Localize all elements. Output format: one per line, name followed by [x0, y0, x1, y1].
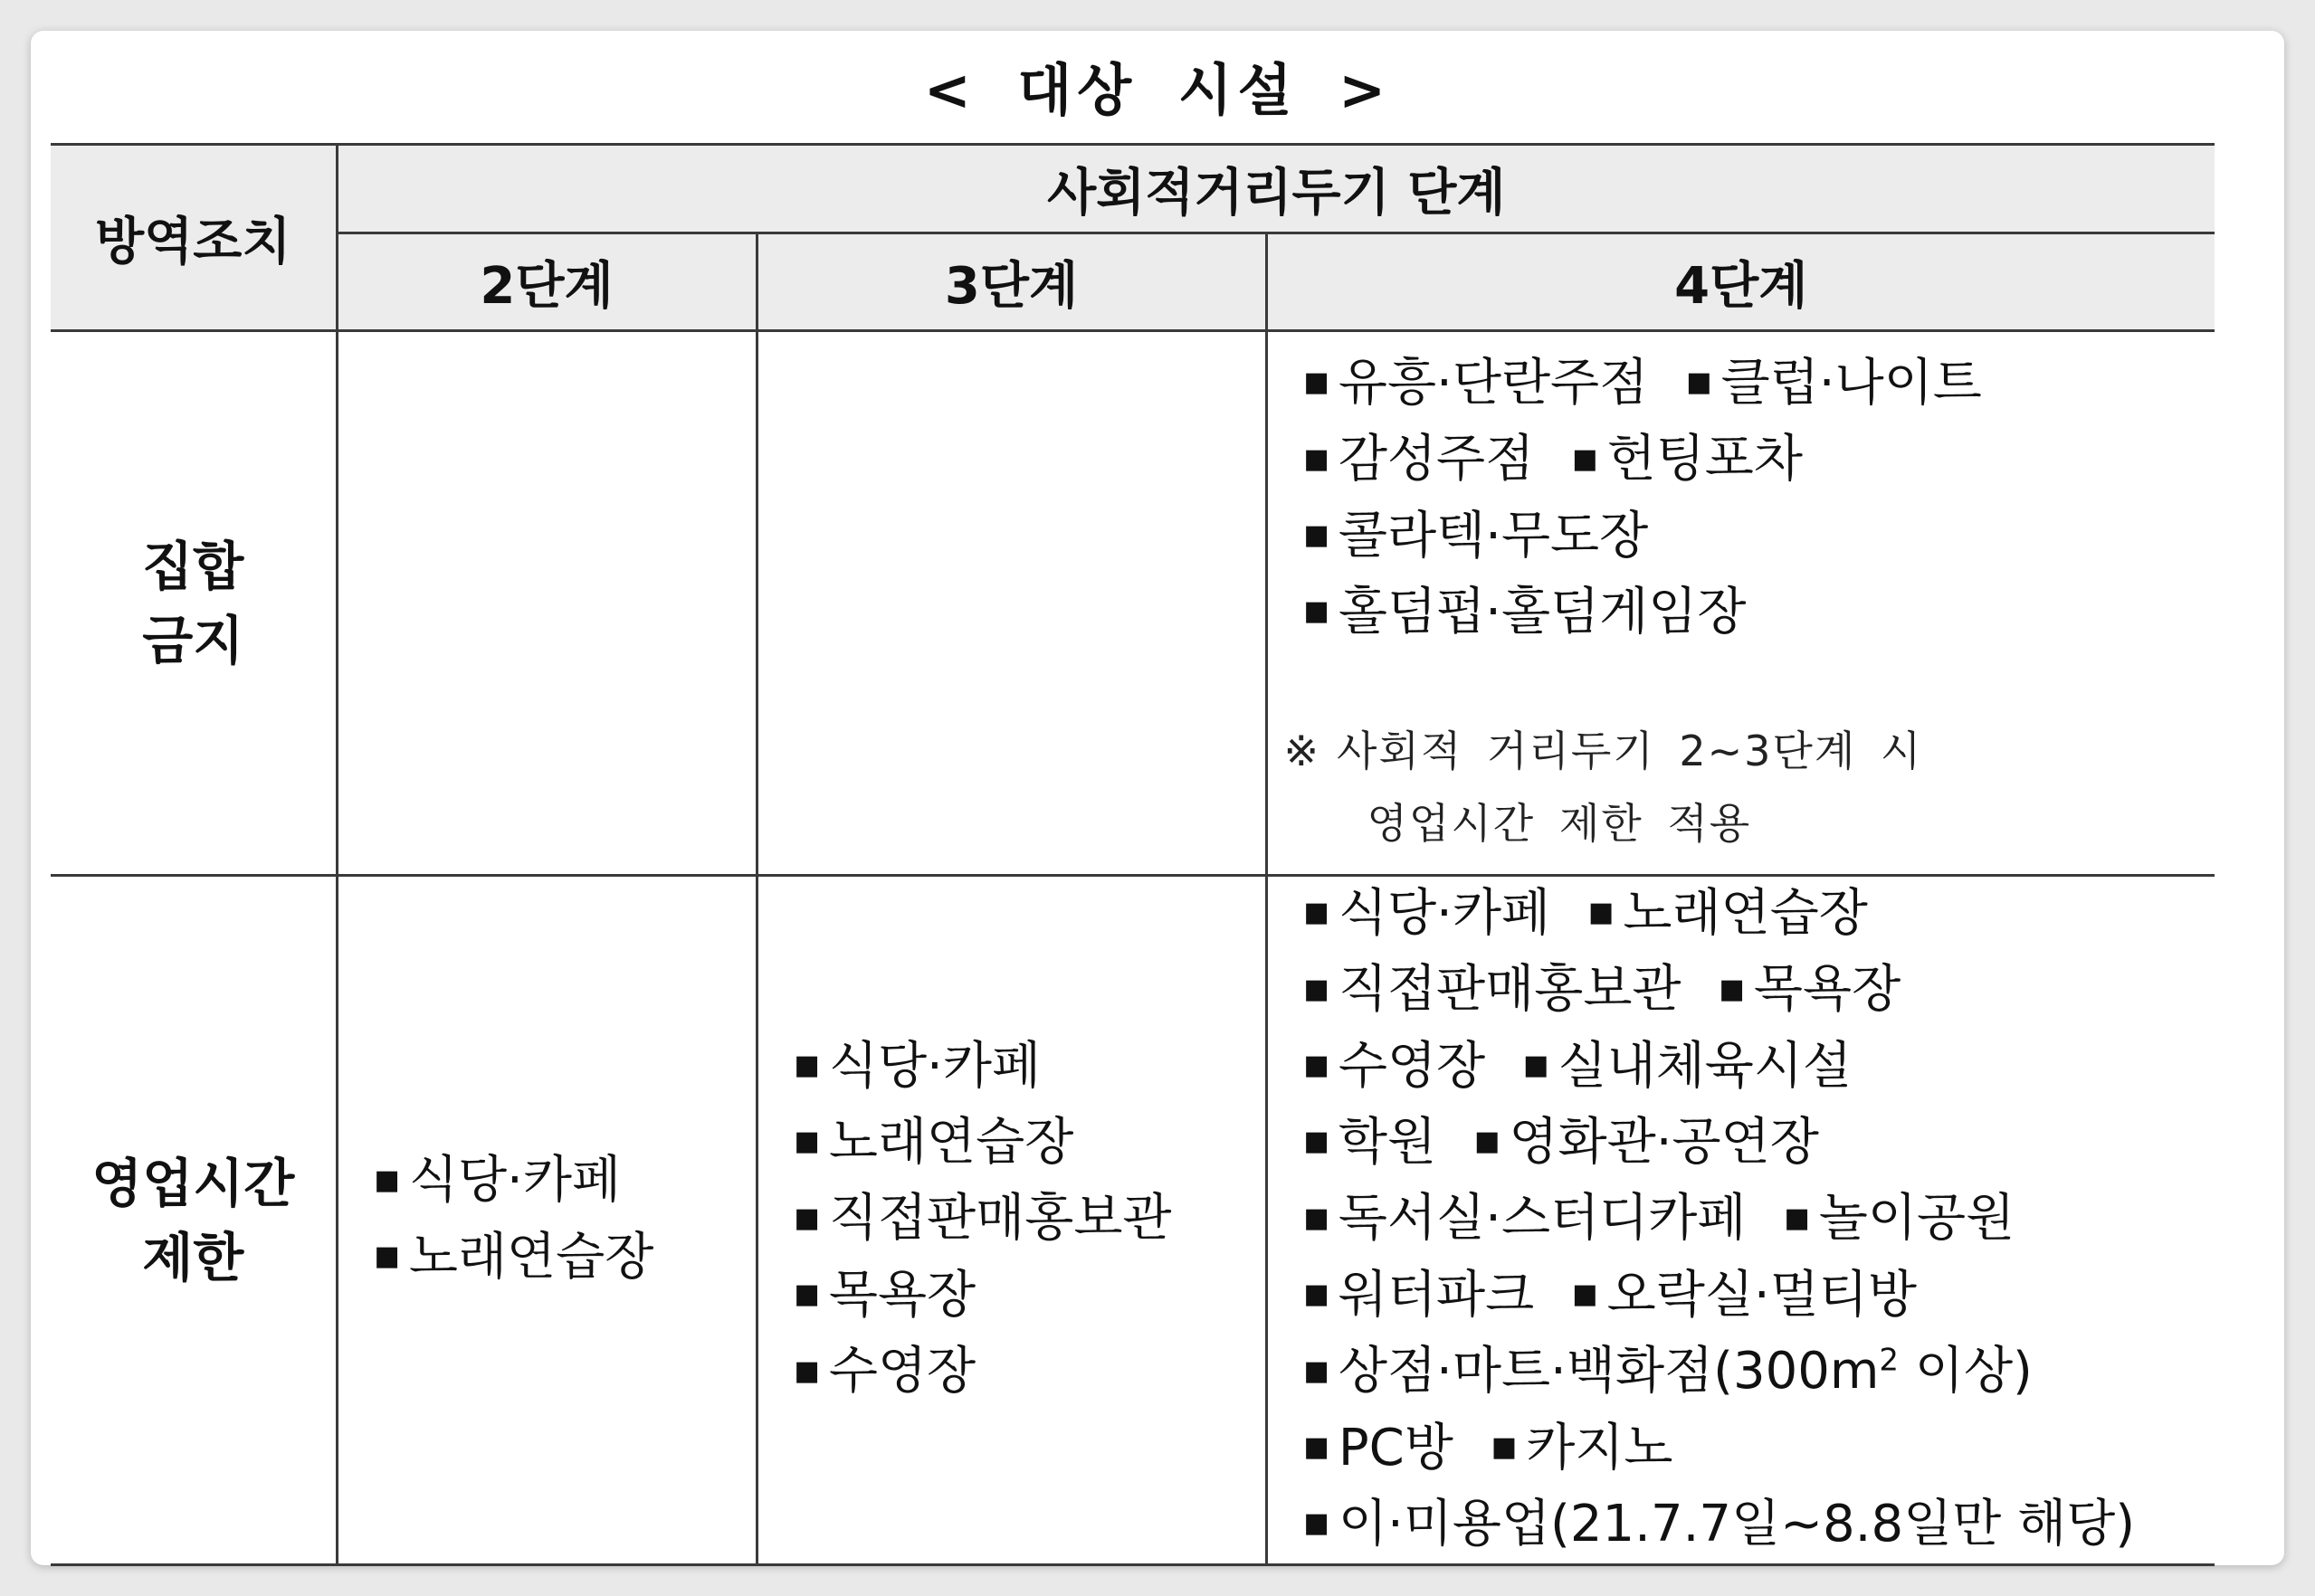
bullet-square-icon: ■	[1303, 973, 1329, 1005]
list-line	[1304, 1182, 2215, 1258]
list-item: ■ 노래연습장	[1588, 884, 1868, 943]
bullet-square-icon: ■	[1303, 1430, 1329, 1463]
list-line	[1304, 575, 2215, 651]
bullet-square-icon: ■	[794, 1050, 820, 1082]
bullet-square-icon: ■	[1474, 1126, 1500, 1158]
bullet-square-icon: ■	[794, 1354, 820, 1387]
list-line	[1304, 499, 2215, 575]
facilities-table	[51, 143, 2215, 1566]
note-line: 영업시간 제한 적용	[1367, 799, 1752, 849]
bullet-square-icon: ■	[1784, 1202, 1810, 1234]
list-item: ■ 직접판매홍보관	[1304, 960, 1681, 1019]
hours-stage-4-cell	[1266, 876, 2215, 1565]
row-label-line: 제한	[142, 1226, 244, 1288]
list-item: ■ 콜라텍·무도장	[1304, 507, 1649, 565]
bullet-square-icon: ■	[1572, 1278, 1598, 1311]
list-item: ■ 수영장	[795, 1335, 1265, 1411]
bullet-square-icon: ■	[1303, 1507, 1329, 1540]
list-item: ■ 목욕장	[795, 1259, 1265, 1335]
header-stage-3: 3단계	[757, 233, 1266, 331]
list-line	[1304, 423, 2215, 499]
hours-stage-3-cell	[757, 876, 1266, 1565]
header-measure: 방역조치	[51, 145, 337, 331]
list-line	[1304, 1335, 2215, 1411]
ban-note	[1283, 715, 2215, 860]
bullet-square-icon: ■	[1303, 1354, 1329, 1387]
list-item: ■ 놀이공원	[1784, 1189, 2015, 1248]
list-item: ■ 감성주점	[1304, 430, 1535, 489]
list-item: ■ 식당·카페	[375, 1144, 756, 1220]
header-stage-2: 2단계	[337, 233, 757, 331]
list-item: ■ 워터파크	[1304, 1266, 1535, 1325]
bullet-square-icon: ■	[794, 1278, 820, 1311]
ban-stage-2-cell	[337, 331, 757, 876]
list-item: ■ 노래연습장	[375, 1221, 756, 1297]
header-stage-group: 사회적거리두기 단계	[337, 145, 2215, 233]
bullet-square-icon: ■	[1303, 595, 1329, 628]
document-title: < 대상 시설 >	[923, 56, 1392, 123]
row-label-line: 집합	[142, 535, 244, 597]
bullet-square-icon: ■	[1303, 1050, 1329, 1082]
bullet-square-icon: ■	[1572, 442, 1598, 475]
list-item: ■ 카지노	[1491, 1419, 1673, 1477]
list-item: ■ 독서실·스터디카페	[1304, 1189, 1747, 1248]
list-item: ■ 식당·카페	[795, 1030, 1265, 1106]
list-line	[1304, 1259, 2215, 1335]
bullet-square-icon: ■	[1303, 442, 1329, 475]
list-item: ■ 목욕장	[1720, 960, 1901, 1019]
bullet-square-icon: ■	[1303, 1202, 1329, 1234]
list-line	[1304, 1106, 2215, 1182]
bullet-square-icon: ■	[1303, 1278, 1329, 1311]
bullet-square-icon: ■	[1303, 366, 1329, 399]
header-stage-4: 4단계	[1266, 233, 2215, 331]
list-item: ■ PC방	[1304, 1419, 1453, 1477]
bullet-square-icon: ■	[794, 1202, 820, 1234]
list-item: ■ 노래연습장	[795, 1106, 1265, 1182]
note-line: 사회적 거리두기 2~3단계 시	[1337, 727, 1923, 776]
bullet-square-icon: ■	[1303, 897, 1329, 929]
list-item: ■ 오락실·멀티방	[1572, 1266, 1917, 1325]
list-item: ■ 상점·마트·백화점($300m^2$ 이상)	[1304, 1342, 2033, 1401]
row-label-hours-restriction	[51, 876, 337, 1565]
list-line	[1304, 953, 2215, 1029]
hours-stage-2-cell	[337, 876, 757, 1565]
row-label-gathering-ban	[51, 331, 337, 876]
list-line	[1304, 1487, 2215, 1563]
bullet-square-icon: ■	[1303, 1126, 1329, 1158]
list-item: ■ 홀덤펍·홀덤게임장	[1304, 583, 1747, 641]
row-label-line: 금지	[142, 609, 244, 671]
bullet-square-icon: ■	[1523, 1050, 1549, 1082]
ban-stage-3-cell	[757, 331, 1266, 876]
bullet-square-icon: ■	[374, 1240, 400, 1272]
bullet-square-icon: ■	[1588, 897, 1615, 929]
list-line	[1304, 877, 2215, 953]
list-line	[1304, 347, 2215, 423]
list-item: ■ 이·미용업(21.7.7일~8.8일만 해당)	[1304, 1495, 2136, 1553]
list-item: ■ 식당·카페	[1304, 884, 1551, 943]
bullet-square-icon: ■	[1303, 519, 1329, 552]
bullet-square-icon: ■	[1719, 973, 1745, 1005]
list-item: ■ 직접판매홍보관	[795, 1182, 1265, 1258]
list-item: ■ 헌팅포차	[1572, 430, 1803, 489]
bullet-square-icon: ■	[794, 1126, 820, 1158]
list-item: ■ 클럽·나이트	[1686, 354, 1982, 413]
document-card	[31, 31, 2284, 1565]
bullet-square-icon: ■	[1491, 1430, 1518, 1463]
bullet-square-icon: ■	[1686, 366, 1712, 399]
ban-stage-4-cell	[1266, 331, 2215, 876]
list-item: ■ 유흥·단란주점	[1304, 354, 1649, 413]
list-line	[1304, 1411, 2215, 1487]
reference-mark-icon: ※	[1283, 727, 1321, 776]
list-item: ■ 실내체육시설	[1523, 1037, 1852, 1096]
row-label-line: 영업시간	[91, 1152, 295, 1214]
list-line	[1304, 1030, 2215, 1106]
list-item: ■ 수영장	[1304, 1037, 1486, 1096]
bullet-square-icon: ■	[374, 1164, 400, 1196]
list-item: ■ 학원	[1304, 1113, 1437, 1172]
list-item: ■ 영화관·공연장	[1474, 1113, 1819, 1172]
